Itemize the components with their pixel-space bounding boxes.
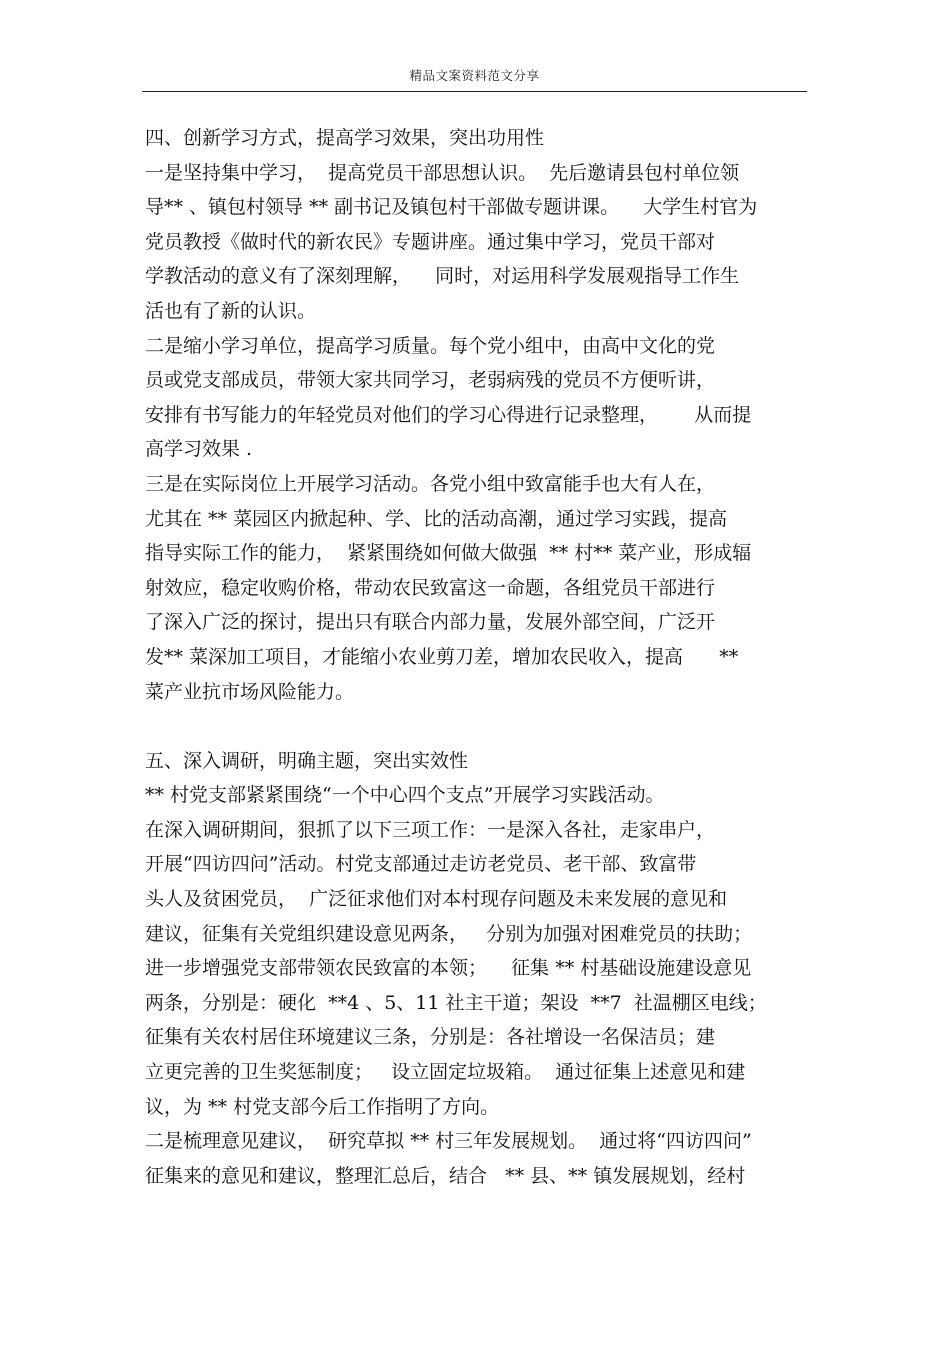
text-line: 党员教授《做时代的新农民》专题讲座。通过集中学习，党员干部对 <box>145 230 716 253</box>
text-line: 员或党支部成员，带领大家共同学习，老弱病残的党员不方便听讲， <box>145 369 716 392</box>
section-heading: 四、创新学习方式，提高学习效果，突出功用性 <box>145 127 545 149</box>
text-line: 在深入调研期间，狠抓了以下三项工作：一是深入各社，走家串户， <box>145 818 716 841</box>
header-divider <box>142 91 807 92</box>
text-line: 征集来的意见和建议，整理汇总后，结合 ** 县、** 镇发展规划，经村 <box>145 1164 746 1187</box>
text-line: 导** 、镇包村领导 ** 副书记及镇包村干部做专题讲课。 大学生村官为 <box>145 196 758 219</box>
text-line: 学教活动的意义有了深刻理解， 同时，对运用科学发展观指导工作生 <box>145 265 740 288</box>
text-line: ** 村党支部紧紧围绕“一个中心四个支点”开展学习实践活动。 <box>145 784 665 807</box>
text-line: 高学习效果 . <box>145 438 253 461</box>
text-line: 进一步增强党支部带领农民致富的本领； 征集 ** 村基础设施建设意见 <box>145 957 752 980</box>
text-line: 一是坚持集中学习， 提高党员干部思想认识。 先后邀请县包村单位领 <box>145 161 740 184</box>
text-line: 建议，征集有关党组织建设意见两条， 分别为加强对困难党员的扶助； <box>145 922 753 945</box>
document-body <box>145 121 807 1193</box>
paragraph-gap <box>145 709 807 744</box>
section-heading: 五、深入调研，明确主题，突出实效性 <box>145 749 469 772</box>
text-line: 了深入广泛的探讨，提出只有联合内部力量，发展外部空间，广泛开 <box>145 611 716 634</box>
text-line: 活也有了新的认识。 <box>145 299 317 322</box>
text-line: 二是缩小学习单位，提高学习质量。每个党小组中，由高中文化的党 <box>145 334 716 357</box>
text-line: 安排有书写能力的年轻党员对他们的学习心得进行记录整理， 从而提 <box>145 403 752 426</box>
text-line: 开展“四访四问”活动。村党支部通过走访老党员、老干部、致富带 <box>145 853 697 876</box>
text-line: 二是梳理意见建议， 研究草拟 ** 村三年发展规划。 通过将“四访四问” <box>145 1130 752 1153</box>
text-line: 议，为 ** 村党支部今后工作指明了方向。 <box>145 1095 500 1118</box>
text-line: 三是在实际岗位上开展学习活动。各党小组中致富能手也大有人在， <box>145 472 716 495</box>
section-five <box>145 744 807 1194</box>
text-line: 射效应，稳定收购价格，带动农民致富这一命题，各组党员干部进行 <box>145 576 716 599</box>
text-line: 头人及贫困党员， 广泛征求他们对本村现存问题及未来发展的意见和 <box>145 888 728 911</box>
text-line: 尤其在 ** 菜园区内掀起种、学、比的活动高潮，通过学习实践，提高 <box>145 507 728 530</box>
page-header: 精品文案资料范文分享 <box>409 68 540 83</box>
text-line: 立更完善的卫生奖惩制度； 设立固定垃圾箱。 通过征集上述意见和建 <box>145 1061 746 1084</box>
text-line: 发** 菜深加工项目，才能缩小农业剪刀差，增加农民收入，提高 ** <box>145 645 739 668</box>
section-four <box>145 121 807 709</box>
text-line: 征集有关农村居住环境建议三条，分别是：各社增设一名保洁员；建 <box>145 1026 716 1049</box>
text-line: 菜产业抗市场风险能力。 <box>145 680 355 703</box>
text-line: 指导实际工作的能力， 紧紧围绕如何做大做强 ** 村** 菜产业，形成辐 <box>145 542 752 565</box>
text-line: 两条，分别是：硬化 **4 、5、11 社主干道；架设 **7 社温棚区电线； <box>145 991 767 1014</box>
